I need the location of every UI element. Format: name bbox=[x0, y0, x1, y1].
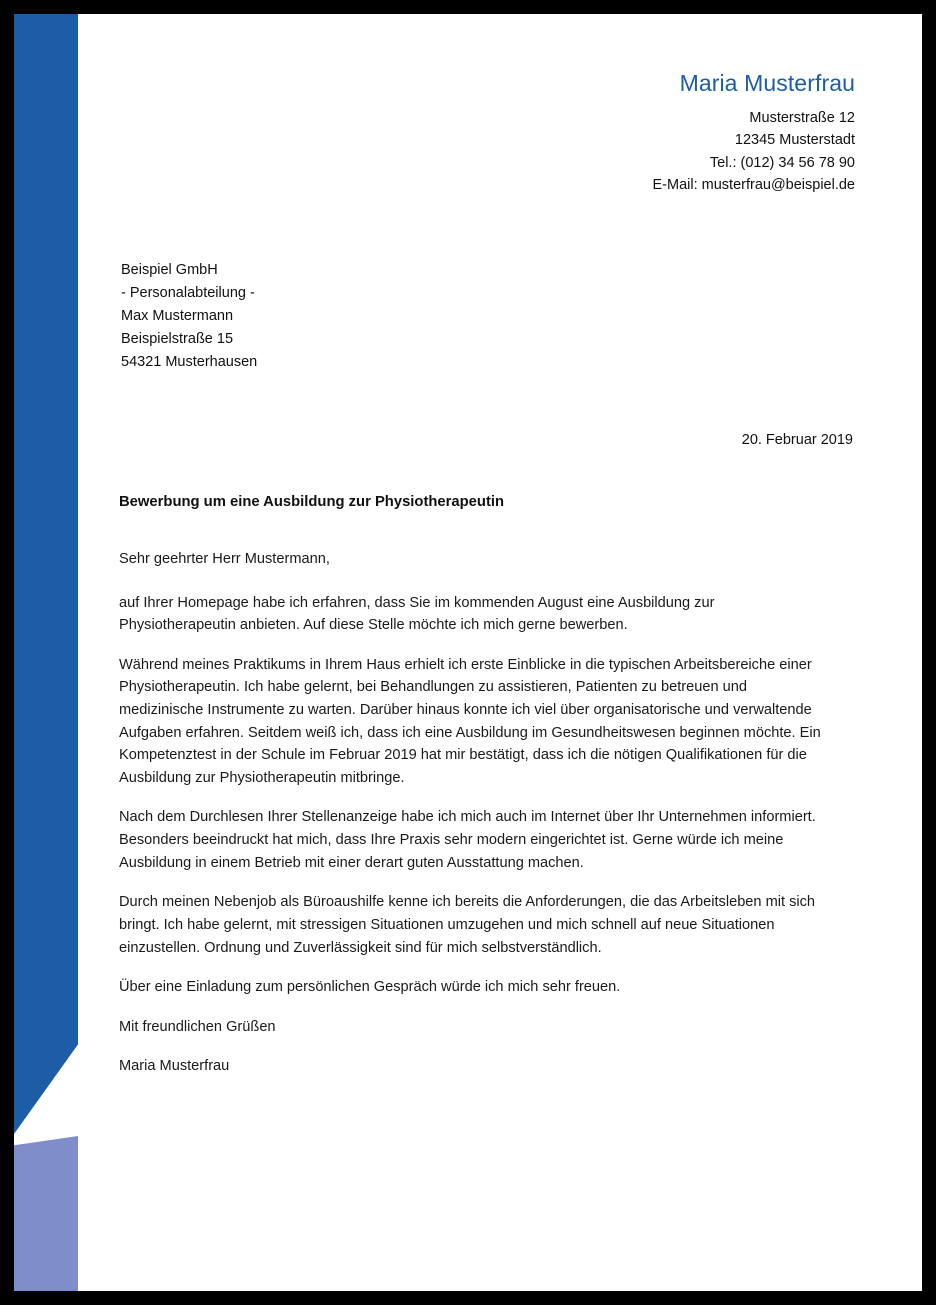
body-paragraph-2: Während meines Praktikums in Ihrem Haus erhielt ich erste Einblicke in die typischen Arbeitsbereiche einer Physiotherapeutin. Ich habe gelernt, bei Behandlungen zu assistieren, Patienten zu betreuen und medizinische Instrumente zu warten. Darüber hinaus konnte ich viel über organisatorische und verwaltende Aufgaben erfahren. Seitdem weiß ich, dass ich eine Ausbildung im Gesundheitswesen beginnen möchte. Ein Kompetenztest in der Schule im Februar 2019 hat mir bestätigt, dass ich die nötigen Qualifikationen für die Ausbildung zur Physiotherapeutin mitbringe. bbox=[119, 656, 821, 786]
sender-street: Musterstraße 12 bbox=[749, 109, 855, 126]
signature-name: Maria Musterfrau bbox=[119, 1058, 230, 1075]
recipient-person: Max Mustermann bbox=[121, 307, 234, 324]
body-paragraph-1: auf Ihrer Homepage habe ich erfahren, dass Sie im kommenden August eine Ausbildung zur Physiotherapeutin anbieten. Auf diese Stelle möchte ich mich gerne bewerben. bbox=[119, 594, 715, 634]
recipient-department: - Personalabteilung - bbox=[121, 284, 255, 301]
letter-date: 20. Februar 2019 bbox=[741, 432, 853, 448]
salutation: Sehr geehrter Herr Mustermann, bbox=[119, 551, 330, 567]
closing-line: Mit freundlichen Grüßen bbox=[119, 1018, 276, 1035]
sender-name: Maria Musterfrau bbox=[679, 70, 855, 96]
sender-email: E-Mail: musterfrau@beispiel.de bbox=[652, 177, 855, 194]
letter-page bbox=[14, 14, 922, 1291]
recipient-company: Beispiel GmbH bbox=[121, 262, 218, 278]
sender-block bbox=[653, 66, 856, 197]
recipient-city: 54321 Musterhausen bbox=[121, 353, 258, 370]
recipient-block bbox=[121, 259, 257, 374]
body-paragraph-3: Nach dem Durchlesen Ihrer Stellenanzeige habe ich mich auch im Internet über Ihr Unternehmen informiert. Besonders beeindruckt hat mich, dass Ihre Praxis sehr modern eingerichtet ist. Gerne würde ich meine Ausbildung in einem Betrieb mit einer derart guten Ausstattung machen. bbox=[119, 809, 816, 871]
letter-content bbox=[14, 14, 922, 1291]
recipient-street: Beispielstraße 15 bbox=[121, 330, 234, 347]
sender-city: 12345 Musterstadt bbox=[734, 132, 855, 149]
sender-phone: Tel.: (012) 34 56 78 90 bbox=[709, 154, 855, 171]
body-paragraph-4: Durch meinen Nebenjob als Büroaushilfe kenne ich bereits die Anforderungen, die das Arbeitsleben mit sich bringt. Ich habe gelernt, mit stressigen Situationen umzugehen und mich schnell auf neue Situationen einzustellen. Ordnung und Zuverlässigkeit sind für mich selbstverständlich. bbox=[119, 894, 816, 956]
body-paragraph-5: Über eine Einladung zum persönlichen Gespräch würde ich mich sehr freuen. bbox=[119, 979, 621, 996]
letter-body bbox=[119, 548, 831, 1095]
letter-subject: Bewerbung um eine Ausbildung zur Physiotherapeutin bbox=[119, 494, 505, 510]
